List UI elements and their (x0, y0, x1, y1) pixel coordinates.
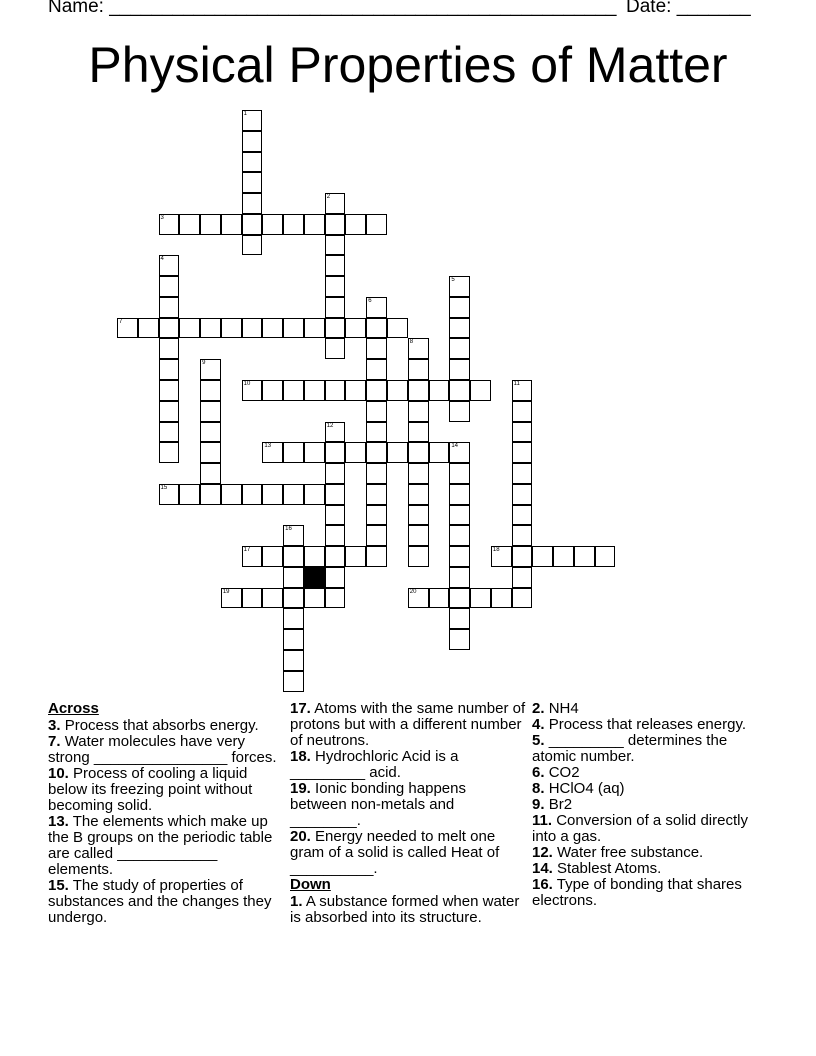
grid-cell[interactable] (304, 484, 325, 505)
grid-cell[interactable] (325, 214, 346, 235)
grid-cell[interactable] (242, 131, 263, 152)
cell-number: 5 (451, 277, 455, 284)
cell-number: 12 (326, 422, 334, 429)
grid-cell[interactable] (242, 588, 263, 609)
clue-across-7 (48, 734, 284, 766)
grid-cell[interactable] (408, 505, 429, 526)
clue-number: 15. (48, 877, 69, 894)
grid-cell[interactable] (262, 484, 283, 505)
clue-across-13 (48, 814, 284, 878)
grid-cell[interactable] (304, 380, 325, 401)
grid-cell[interactable] (179, 318, 200, 339)
grid-cell[interactable] (283, 380, 304, 401)
cell-number: 7 (119, 318, 123, 325)
date-field: Date: _______ (626, 0, 751, 17)
grid-cell[interactable] (325, 525, 346, 546)
grid-cell[interactable] (325, 338, 346, 359)
cell-number: 14 (451, 443, 458, 450)
grid-cell[interactable] (449, 338, 470, 359)
grid-cell[interactable] (408, 442, 429, 463)
clue-text: Atoms with the same number of protons but with a different number of neutrons. (290, 700, 526, 749)
grid-cell[interactable] (512, 567, 533, 588)
grid-cell[interactable] (304, 442, 325, 463)
grid-cell[interactable] (242, 318, 263, 339)
clue-number: 16. (532, 876, 553, 893)
clue-number: 5. (532, 732, 545, 749)
clue-down-2 (532, 701, 768, 717)
grid-cell[interactable] (449, 608, 470, 629)
clue-number: 18. (290, 748, 311, 765)
page-title: Physical Properties of Matter (88, 37, 728, 93)
grid-cell[interactable] (408, 525, 429, 546)
grid-cell[interactable] (262, 546, 283, 567)
grid-cell[interactable] (512, 588, 533, 609)
grid-cell[interactable] (242, 380, 263, 401)
clue-number: 14. (532, 860, 553, 877)
grid-cell[interactable] (242, 546, 263, 567)
grid-cell[interactable] (262, 442, 283, 463)
clue-number: 10. (48, 765, 69, 782)
grid-cell[interactable] (408, 380, 429, 401)
grid-cell[interactable] (512, 505, 533, 526)
clue-number: 2. (532, 700, 545, 717)
grid-cell[interactable] (304, 318, 325, 339)
grid-cell[interactable] (200, 442, 221, 463)
grid-cell[interactable] (200, 422, 221, 443)
clue-text: NH4 (548, 700, 579, 717)
grid-cell[interactable] (159, 484, 180, 505)
grid-cell[interactable] (366, 338, 387, 359)
clue-text: Water free substance. (557, 844, 704, 861)
clue-text: Stablest Atoms. (557, 860, 662, 877)
clues-column-2 (290, 701, 526, 926)
grid-cell[interactable] (283, 442, 304, 463)
grid-cell[interactable] (366, 463, 387, 484)
grid-cell[interactable] (200, 484, 221, 505)
grid-cell[interactable] (408, 484, 429, 505)
grid-cell[interactable] (159, 442, 180, 463)
cell-number: 6 (368, 297, 372, 304)
grid-cell[interactable] (512, 463, 533, 484)
grid-cell[interactable] (449, 318, 470, 339)
grid-cell[interactable] (283, 525, 304, 546)
grid-cell[interactable] (408, 401, 429, 422)
clue-down-9 (532, 797, 768, 813)
grid-cell[interactable] (574, 546, 595, 567)
clue-number: 8. (532, 780, 545, 797)
cell-number: 20 (409, 588, 417, 595)
cell-number: 11 (513, 381, 520, 387)
clue-text: Hydrochloric Acid is a _________ acid. (290, 748, 459, 781)
grid-cell[interactable] (262, 380, 283, 401)
grid-cell[interactable] (387, 442, 408, 463)
grid-cell[interactable] (159, 255, 180, 276)
clue-across-10 (48, 766, 284, 814)
clue-text: Conversion of a solid directly into a gas. (532, 812, 748, 845)
grid-cell[interactable] (491, 588, 512, 609)
grid-cell[interactable] (325, 567, 346, 588)
grid-cell[interactable] (283, 318, 304, 339)
grid-cell[interactable] (345, 318, 366, 339)
clue-down-14 (532, 861, 768, 877)
across-heading: Across (48, 700, 99, 717)
cell-number: 15 (160, 484, 168, 491)
grid-cell[interactable] (512, 546, 533, 567)
cell-number: 1 (243, 111, 247, 117)
clue-text: Water molecules have very strong ________________ forces. (48, 733, 277, 766)
clue-down-12 (532, 845, 768, 861)
name-field: Name: ________________________________________________ (48, 0, 617, 17)
grid-cell[interactable] (242, 110, 263, 131)
grid-cell[interactable] (449, 463, 470, 484)
grid-cell[interactable] (512, 380, 533, 401)
clue-number: 6. (532, 764, 545, 781)
grid-cell[interactable] (345, 380, 366, 401)
clue-down-6 (532, 765, 768, 781)
clue-down-4 (532, 717, 768, 733)
grid-cell[interactable] (366, 380, 387, 401)
grid-cell[interactable] (408, 463, 429, 484)
clue-across-17 (290, 701, 526, 749)
grid-cell[interactable] (366, 525, 387, 546)
grid-cell[interactable] (262, 214, 283, 235)
grid-cell[interactable] (179, 214, 200, 235)
clue-text: A substance formed when water is absorbed into its structure. (290, 893, 520, 926)
grid-cell[interactable] (283, 671, 304, 692)
grid-cell[interactable] (512, 422, 533, 443)
clue-across-15 (48, 878, 284, 926)
cell-number: 19 (222, 588, 230, 595)
grid-cell[interactable] (304, 214, 325, 235)
grid-cell[interactable] (325, 422, 346, 443)
cell-number: 10 (243, 381, 251, 387)
clue-number: 20. (290, 828, 311, 845)
grid-cell[interactable] (491, 546, 512, 567)
grid-cell[interactable] (449, 505, 470, 526)
grid-cell[interactable] (595, 546, 616, 567)
clue-down-8 (532, 781, 768, 797)
grid-cell[interactable] (366, 422, 387, 443)
cell-number: 16 (285, 526, 292, 533)
grid-cell[interactable] (366, 401, 387, 422)
grid-cell[interactable] (408, 422, 429, 443)
grid-cell[interactable] (283, 650, 304, 671)
clue-across-20 (290, 829, 526, 877)
clue-across-3 (48, 718, 284, 734)
grid-cell[interactable] (449, 588, 470, 609)
grid-cell[interactable] (449, 484, 470, 505)
clue-text: Type of bonding that shares electrons. (532, 876, 742, 909)
black-cell (304, 567, 325, 588)
grid-cell[interactable] (325, 484, 346, 505)
clue-number: 11. (532, 812, 553, 829)
clue-number: 9. (532, 796, 545, 813)
grid-cell[interactable] (117, 318, 138, 339)
clue-text: Process that absorbs energy. (64, 717, 259, 734)
cell-number: 18 (492, 547, 500, 554)
grid-cell[interactable] (138, 318, 159, 339)
grid-cell[interactable] (242, 193, 263, 214)
clue-number: 13. (48, 813, 69, 830)
grid-cell[interactable] (512, 442, 533, 463)
grid-cell[interactable] (512, 525, 533, 546)
grid-cell[interactable] (242, 214, 263, 235)
grid-cell[interactable] (242, 235, 263, 256)
grid-cell[interactable] (200, 401, 221, 422)
grid-cell[interactable] (325, 255, 346, 276)
clue-text: Br2 (548, 796, 573, 813)
grid-cell[interactable] (512, 484, 533, 505)
grid-cell[interactable] (159, 380, 180, 401)
clue-text: CO2 (548, 764, 580, 781)
grid-cell[interactable] (325, 442, 346, 463)
grid-cell[interactable] (283, 608, 304, 629)
grid-cell[interactable] (449, 380, 470, 401)
grid-cell[interactable] (408, 588, 429, 609)
clue-down-1 (290, 894, 526, 926)
clue-number: 17. (290, 700, 311, 717)
down-heading: Down (290, 876, 331, 893)
clue-number: 12. (532, 844, 553, 861)
clues-column-1 (48, 701, 284, 926)
grid-cell[interactable] (221, 484, 242, 505)
grid-cell[interactable] (325, 193, 346, 214)
grid-cell[interactable] (449, 297, 470, 318)
grid-cell[interactable] (304, 546, 325, 567)
grid-cell[interactable] (449, 276, 470, 297)
grid-cell[interactable] (221, 318, 242, 339)
grid-cell[interactable] (159, 297, 180, 318)
grid-cell[interactable] (200, 359, 221, 380)
grid-cell[interactable] (429, 442, 450, 463)
grid-cell[interactable] (366, 297, 387, 318)
grid-cell[interactable] (345, 546, 366, 567)
grid-cell[interactable] (325, 297, 346, 318)
grid-cell[interactable] (159, 214, 180, 235)
grid-cell[interactable] (159, 422, 180, 443)
grid-cell[interactable] (242, 484, 263, 505)
grid-cell[interactable] (159, 401, 180, 422)
clues-column-3 (532, 701, 768, 909)
grid-cell[interactable] (366, 442, 387, 463)
grid-cell[interactable] (449, 401, 470, 422)
clue-down-16 (532, 877, 768, 909)
clue-number: 3. (48, 717, 61, 734)
grid-cell[interactable] (470, 380, 491, 401)
cell-number: 4 (160, 256, 164, 263)
grid-cell[interactable] (200, 318, 221, 339)
clue-text: _________ determines the atomic number. (532, 732, 728, 765)
grid-cell[interactable] (408, 338, 429, 359)
clue-text: Ionic bonding happens between non-metals and ________. (290, 780, 466, 829)
grid-cell[interactable] (532, 546, 553, 567)
grid-cell[interactable] (366, 546, 387, 567)
grid-cell[interactable] (283, 588, 304, 609)
grid-cell[interactable] (304, 588, 325, 609)
cell-number: 3 (160, 214, 164, 221)
grid-cell[interactable] (200, 214, 221, 235)
grid-cell[interactable] (345, 214, 366, 235)
grid-cell[interactable] (429, 380, 450, 401)
clue-across-18 (290, 749, 526, 781)
grid-cell[interactable] (262, 318, 283, 339)
grid-cell[interactable] (200, 463, 221, 484)
clue-down-5 (532, 733, 768, 765)
grid-cell[interactable] (159, 338, 180, 359)
grid-cell[interactable] (283, 629, 304, 650)
grid-cell[interactable] (242, 172, 263, 193)
clue-across-19 (290, 781, 526, 829)
grid-cell[interactable] (449, 546, 470, 567)
clue-text: HClO4 (aq) (548, 780, 625, 797)
grid-cell[interactable] (470, 588, 491, 609)
clue-text: Process that releases energy. (548, 716, 747, 733)
grid-cell[interactable] (408, 359, 429, 380)
grid-cell[interactable] (283, 567, 304, 588)
grid-cell[interactable] (159, 359, 180, 380)
grid-cell[interactable] (325, 588, 346, 609)
grid-cell[interactable] (262, 588, 283, 609)
grid-cell[interactable] (345, 442, 366, 463)
grid-cell[interactable] (408, 546, 429, 567)
clue-number: 4. (532, 716, 545, 733)
grid-cell[interactable] (283, 484, 304, 505)
grid-cell[interactable] (366, 214, 387, 235)
grid-cell[interactable] (221, 588, 242, 609)
grid-cell[interactable] (449, 525, 470, 546)
grid-cell[interactable] (242, 152, 263, 173)
grid-cell[interactable] (325, 546, 346, 567)
grid-cell[interactable] (283, 214, 304, 235)
grid-cell[interactable] (553, 546, 574, 567)
grid-cell[interactable] (325, 463, 346, 484)
clue-text: Energy needed to melt one gram of a solid is called Heat of __________. (290, 828, 500, 877)
grid-cell[interactable] (387, 318, 408, 339)
grid-cell[interactable] (325, 318, 346, 339)
grid-cell[interactable] (325, 505, 346, 526)
grid-cell[interactable] (159, 276, 180, 297)
grid-cell[interactable] (159, 318, 180, 339)
cell-number: 17 (243, 547, 251, 554)
grid-cell[interactable] (449, 442, 470, 463)
grid-cell[interactable] (179, 484, 200, 505)
grid-cell[interactable] (283, 546, 304, 567)
grid-cell[interactable] (325, 380, 346, 401)
grid-cell[interactable] (366, 505, 387, 526)
clue-down-11 (532, 813, 768, 845)
cell-number: 9 (202, 360, 206, 367)
grid-cell[interactable] (325, 235, 346, 256)
grid-cell[interactable] (387, 380, 408, 401)
grid-cell[interactable] (449, 567, 470, 588)
grid-cell[interactable] (221, 214, 242, 235)
clue-text: Process of cooling a liquid below its freezing point without becoming solid. (48, 765, 253, 814)
grid-cell[interactable] (325, 276, 346, 297)
grid-cell[interactable] (429, 588, 450, 609)
grid-cell[interactable] (449, 359, 470, 380)
grid-cell[interactable] (366, 484, 387, 505)
clue-number: 19. (290, 780, 311, 797)
cell-number: 13 (264, 443, 272, 450)
grid-cell[interactable] (366, 318, 387, 339)
grid-cell[interactable] (449, 629, 470, 650)
clue-number: 7. (48, 733, 61, 750)
grid-cell[interactable] (512, 401, 533, 422)
clue-text: The elements which make up the B groups on the periodic table are called ____________ elements. (48, 813, 273, 878)
grid-cell[interactable] (366, 359, 387, 380)
clue-number: 1. (290, 893, 303, 910)
clue-text: The study of properties of substances and the changes they undergo. (48, 877, 272, 926)
cell-number: 8 (409, 339, 414, 346)
cell-number: 2 (326, 194, 331, 201)
grid-cell[interactable] (200, 380, 221, 401)
